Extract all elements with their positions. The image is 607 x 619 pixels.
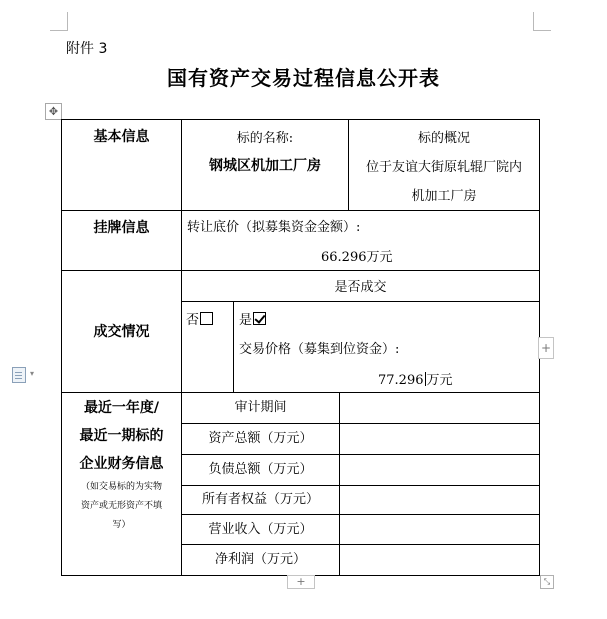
table-resize-handle-icon[interactable]: ⤡ [540,575,554,589]
deal-price-field[interactable] [378,372,453,389]
finance-header-line2: 最近一期标的 [79,428,164,444]
target-overview-line2[interactable]: 机加工厂房 [411,189,477,204]
finance-value-cell[interactable] [340,522,539,538]
option-yes[interactable] [239,312,266,329]
finance-note-line2: 资产或无形资产不填 [80,501,162,511]
basic-info-header: 基本信息 [93,129,150,145]
finance-row-label: 审计期间 [234,400,287,415]
option-yes-label: 是 [239,313,253,328]
option-yes-checkbox[interactable] [253,312,266,325]
target-name-value[interactable]: 钢城区机加工厂房 [209,158,321,174]
deal-price-unit: 万元 [426,373,453,388]
finance-row-label: 负债总额（万元） [208,462,313,477]
annex-label: 附件 3 [66,41,108,57]
finance-value-cell[interactable] [340,492,539,508]
document-icon[interactable] [12,367,26,383]
option-no-label: 否 [186,313,200,328]
finance-value-cell[interactable] [340,552,539,568]
crop-mark-top-right-horizontal [533,30,551,31]
finance-row-label: 所有者权益（万元） [201,492,319,507]
target-overview-label: 标的概况 [417,131,470,146]
page-title: 国有资产交易过程信息公开表 [167,66,440,90]
deal-price-label: 交易价格（募集到位资金）: [239,342,400,357]
target-name-label: 标的名称: [236,131,294,146]
add-column-button[interactable]: + [538,337,554,359]
text-cursor [425,372,426,386]
option-no-checkbox[interactable] [200,312,213,325]
finance-value-cell[interactable] [340,462,539,478]
crop-mark-top-left-horizontal [50,30,68,31]
reserve-price-value[interactable]: 66.296 [321,250,367,265]
reserve-price-field[interactable] [321,250,393,266]
deal-question: 是否成交 [334,280,387,295]
finance-value-cell[interactable] [340,431,539,447]
option-no[interactable] [186,312,213,329]
deal-price-value[interactable]: 77.296 [378,373,424,388]
finance-value-cell[interactable] [340,400,539,416]
finance-note-line1: （如交易标的为实物 [80,482,162,492]
table-move-handle-icon[interactable]: ✥ [45,103,62,120]
finance-header-line1: 最近一年度/ [83,400,160,416]
finance-row-label: 净利润（万元） [214,552,306,567]
deal-status-header: 成交情况 [93,324,150,340]
add-row-button[interactable]: + [287,575,315,589]
target-overview-line1[interactable]: 位于友谊大街原轧辊厂院内 [365,160,522,175]
reserve-price-label: 转让底价（拟募集资金金额）: [187,220,361,235]
finance-note-line3: 写） [112,520,131,530]
finance-row-label: 营业收入（万元） [208,522,313,537]
listing-info-header: 挂牌信息 [93,220,150,236]
reserve-price-unit: 万元 [366,250,393,265]
crop-mark-top-right-vertical [533,12,534,31]
document-menu-arrow-icon[interactable]: ▾ [30,369,35,378]
crop-mark-top-left-vertical [67,12,68,31]
finance-header-line3: 企业财务信息 [79,456,164,472]
finance-row-label: 资产总额（万元） [208,431,313,446]
